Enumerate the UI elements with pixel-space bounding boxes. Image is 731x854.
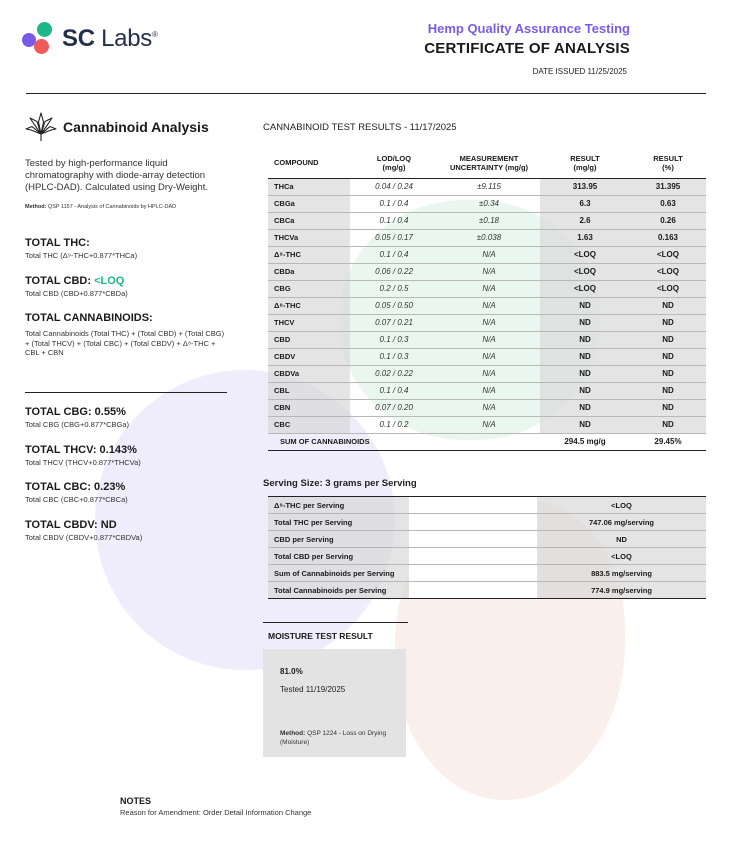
- serving-size-title: Serving Size: 3 grams per Serving: [263, 478, 417, 489]
- col-result-pct: RESULT (%): [653, 153, 683, 172]
- date-issued: DATE ISSUED 11/25/2025: [532, 67, 627, 76]
- analysis-method: Method: QSP 1157 - Analysis of Cannabinoids by HPLC-DAD: [25, 204, 177, 210]
- total-cannabinoids: [25, 312, 230, 358]
- serving-table: [268, 496, 706, 599]
- table-row: CBGa 0.1 / 0.4 ±0.34 6.3 0.63: [268, 195, 706, 212]
- table-row: CBCa 0.1 / 0.4 ±0.18 2.6 0.26: [268, 212, 706, 229]
- table-row: Total CBD per Serving <LOQ: [268, 548, 706, 565]
- notes-title: NOTES: [120, 796, 152, 806]
- total-thcv-label: TOTAL THCV: 0.143%: [25, 443, 137, 456]
- notes-section: [120, 796, 311, 817]
- col-uncertainty: MEASUREMENT UNCERTAINTY (mg/g): [449, 153, 529, 172]
- total-cbg-label: TOTAL CBG: 0.55%: [25, 406, 126, 418]
- total-cbdv: [25, 519, 230, 543]
- total-cbdv-formula: Total CBDV (CBDV+0.877*CBDVa): [25, 532, 143, 542]
- table-row: CBG 0.2 / 0.5 N/A <LOQ <LOQ: [268, 280, 706, 297]
- table-row: Δ⁹-THC 0.1 / 0.4 N/A <LOQ <LOQ: [268, 246, 706, 263]
- header-title: CERTIFICATE OF ANALYSIS: [424, 40, 630, 57]
- col-compound: COMPOUND: [274, 158, 319, 168]
- cannabinoid-results-table: [268, 148, 706, 451]
- sum-pct: 29.45%: [630, 433, 706, 450]
- table-row: CBC 0.1 / 0.2 N/A ND ND: [268, 416, 706, 433]
- sum-label: SUM OF CANNABINOIDS: [268, 433, 540, 450]
- moisture-tested-date: Tested 11/19/2025: [280, 685, 346, 694]
- header-subtitle: Hemp Quality Assurance Testing: [427, 21, 630, 36]
- total-cbdv-label: TOTAL CBDV: ND: [25, 518, 117, 531]
- total-cbg-formula: Total CBG (CBG+0.877*CBGa): [25, 420, 130, 429]
- table-row: THCa 0.04 / 0.24 ±9.115 313.95 31.395: [268, 178, 706, 195]
- total-cbd: [25, 275, 230, 299]
- total-cannabinoids-label: TOTAL CANNABINOIDS:: [25, 312, 153, 324]
- col-result-mg: RESULT (mg/g): [570, 153, 600, 172]
- cannabinoid-analysis-title: Cannabinoid Analysis: [63, 119, 209, 135]
- table-row: THCVa 0.05 / 0.17 ±0.038 1.63 0.163: [268, 229, 706, 246]
- total-cbd-value: <LOQ: [94, 274, 125, 287]
- moisture-title: MOISTURE TEST RESULT: [268, 631, 373, 641]
- table-row: CBDVa 0.02 / 0.22 N/A ND ND: [268, 365, 706, 382]
- table-row: CBDa 0.06 / 0.22 N/A <LOQ <LOQ: [268, 263, 706, 280]
- logo-text: SC Labs®: [62, 25, 158, 52]
- cannabinoid-analysis-heading: [25, 112, 230, 142]
- total-cbc-label: TOTAL CBC: 0.23%: [25, 481, 126, 493]
- table-row: Total THC per Serving 747.06 mg/serving: [268, 514, 706, 531]
- table-row: CBD 0.1 / 0.3 N/A ND ND: [268, 331, 706, 348]
- total-thc-formula: Total THC (Δ⁹-THC+0.877*THCa): [25, 251, 138, 260]
- total-cbc-formula: Total CBC (CBC+0.877*CBCa): [25, 495, 128, 504]
- moisture-value: 81.0%: [280, 667, 303, 676]
- moisture-result-box: [263, 649, 406, 757]
- moisture-method: Method: QSP 1224 - Loss on Drying (Moisture): [280, 730, 387, 746]
- sum-mg: 294.5 mg/g: [540, 433, 630, 450]
- col-lod-loq: LOD/LOQ (mg/g): [376, 153, 412, 172]
- table-row: Δ⁹-THC per Serving <LOQ: [268, 497, 706, 514]
- logo-mark-icon: [22, 22, 56, 56]
- table-row: CBDV 0.1 / 0.3 N/A ND ND: [268, 348, 706, 365]
- total-thcv-formula: Total THCV (THCV+0.877*THCVa): [25, 457, 141, 467]
- total-cbc: [25, 481, 230, 505]
- moisture-header: [263, 622, 408, 649]
- table-header-row: [268, 148, 706, 178]
- cannabinoid-analysis-panel: [25, 112, 230, 358]
- table-row: CBL 0.1 / 0.4 N/A ND ND: [268, 382, 706, 399]
- total-thc: [25, 237, 230, 261]
- cannabis-leaf-icon: [25, 112, 57, 142]
- total-cbd-label: TOTAL CBD: <LOQ: [25, 274, 125, 287]
- table-row: Total Cannabinoids per Serving 774.9 mg/serving: [268, 582, 706, 599]
- total-cbd-formula: Total CBD (CBD+0.877*CBDa): [25, 288, 128, 298]
- total-thcv: [25, 444, 230, 468]
- total-thc-label: TOTAL THC:: [25, 237, 90, 249]
- notes-text: Reason for Amendment: Order Detail Information Change: [120, 808, 312, 817]
- minor-totals-panel: [25, 406, 230, 542]
- table-row: CBD per Serving ND: [268, 531, 706, 548]
- total-cannabinoids-formula: Total Cannabinoids (Total THC) + (Total CBD) + (Total CBG) + (Total THCV) + (Total CBC) + (Total CBDV) + Δ⁸-THC + CBL + CBN: [25, 329, 225, 357]
- table-row: THCV 0.07 / 0.21 N/A ND ND: [268, 314, 706, 331]
- table-row: Δ⁸-THC 0.05 / 0.50 N/A ND ND: [268, 297, 706, 314]
- sc-labs-logo: [22, 22, 158, 56]
- left-divider: [25, 392, 227, 393]
- sum-row: [268, 433, 706, 450]
- document-header: [424, 21, 630, 57]
- test-results-title: CANNABINOID TEST RESULTS - 11/17/2025: [263, 122, 457, 133]
- total-cbg: [25, 406, 230, 430]
- table-row: CBN 0.07 / 0.20 N/A ND ND: [268, 399, 706, 416]
- table-row: Sum of Cannabinoids per Serving 883.5 mg/serving: [268, 565, 706, 582]
- header-divider: [26, 93, 706, 94]
- analysis-description: Tested by high-performance liquid chromatography with diode-array detection (HPLC-DAD). Calculated using Dry-Weight.: [25, 158, 209, 193]
